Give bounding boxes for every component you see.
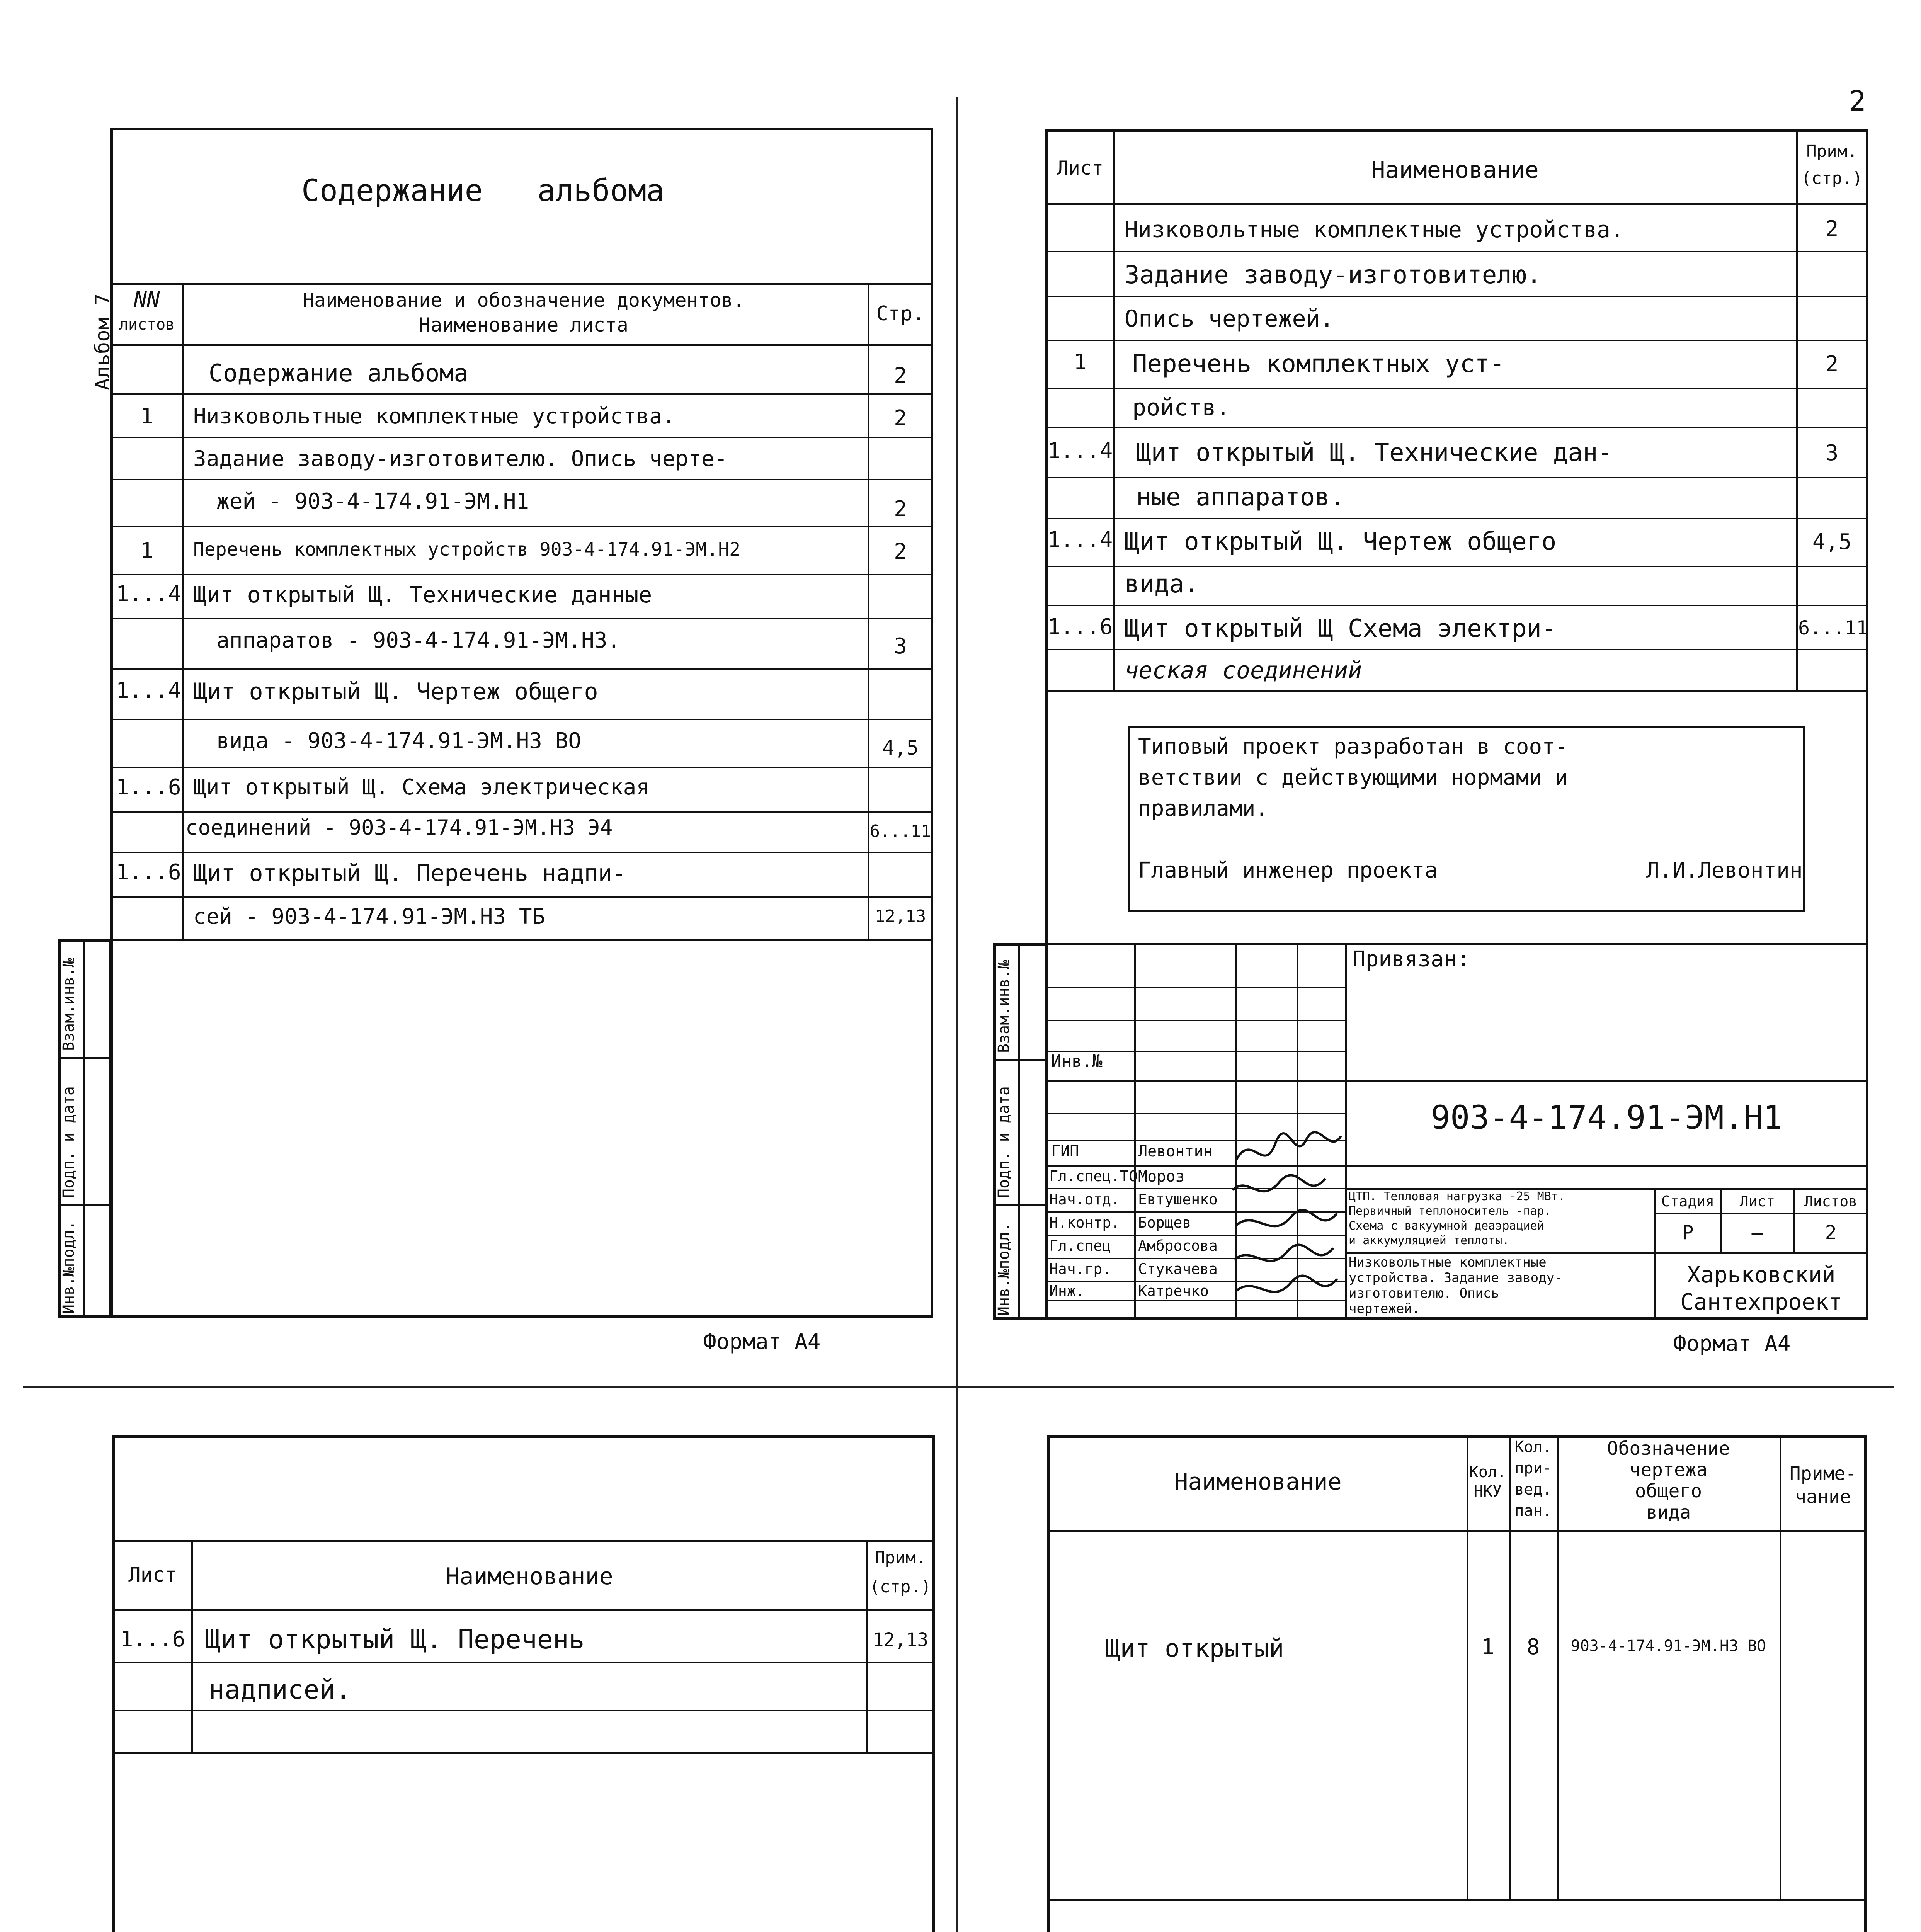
q4-col-qty-b: НКУ: [1474, 1483, 1502, 1500]
q1-row-nn: 1...4: [116, 582, 181, 607]
q2-stage-label: Стадия: [1661, 1193, 1715, 1210]
q2-row-name: вида.: [1125, 570, 1199, 599]
q2-person-role: Гл.спец: [1049, 1237, 1111, 1254]
q2-sheets: 2: [1825, 1221, 1837, 1244]
q2-sheet: —: [1751, 1221, 1763, 1244]
q2-desc2-line: чертежей.: [1349, 1301, 1420, 1316]
q2-row-list: 1...4: [1047, 527, 1113, 553]
q2-row-note: 2: [1825, 216, 1839, 242]
q4-col-note-b: чание: [1795, 1486, 1851, 1508]
q1-row-name: аппаратов - 903-4-174.91-ЭМ.Н3.: [216, 628, 621, 653]
q4-row-name: Щит открытый: [1105, 1634, 1284, 1663]
q2-desc1-line: ЦТП. Тепловая нагрузка -25 МВт.: [1349, 1190, 1565, 1203]
q2-note-line2: ветствии с действующими нормами и: [1138, 765, 1568, 790]
q2-stamp-label: Подп. и дата: [995, 1086, 1013, 1198]
q3-col-note-b: (стр.): [869, 1577, 931, 1597]
q3-col-list: Лист: [128, 1563, 177, 1587]
q3-row-note: 12,13: [872, 1629, 929, 1651]
q2-person-role: Нач.отд.: [1049, 1191, 1120, 1208]
q2-desc1-line: и аккумуляцией теплоты.: [1349, 1234, 1509, 1247]
q3-row-list: 1...6: [120, 1627, 185, 1652]
q2-engineer-name: Л.И.Левонтин: [1646, 858, 1803, 883]
q4-col-desig: Обозначение: [1607, 1438, 1730, 1459]
q2-row-name: ные аппаратов.: [1136, 483, 1345, 512]
q4-row-qty: 1: [1481, 1634, 1494, 1660]
q1-col-name: Наименование и обозначение документов.: [303, 289, 745, 311]
q1-row-page: 2: [894, 497, 907, 522]
q2-row-name: Перечень комплектных уст-: [1132, 350, 1505, 378]
q1-col-page: Стр.: [876, 302, 925, 325]
q1-row-page: 2: [894, 363, 907, 388]
q1-row-nn: 1: [140, 404, 153, 429]
q2-person-role: Нач.гр.: [1049, 1260, 1111, 1277]
q2-inv-label: Инв.№: [1051, 1051, 1103, 1071]
q1-row-name: Щит открытый Щ. Чертеж общего: [193, 678, 598, 705]
q2-desc1-line: Первичный теплоноситель -пар.: [1349, 1204, 1551, 1218]
q2-sheets-label: Листов: [1804, 1193, 1858, 1210]
q3-row-name: Щит открытый Щ. Перечень: [205, 1624, 585, 1655]
q2-row-note: 6...11: [1798, 617, 1868, 639]
q4-col-desig: чертежа: [1629, 1459, 1708, 1481]
q1-row-nn: 1...4: [116, 678, 181, 703]
q1-col-name-b: Наименование листа: [419, 314, 628, 336]
q3-col-note: Прим.: [875, 1548, 926, 1568]
q2-note-line3: правилами.: [1138, 796, 1269, 821]
q2-engineer-label: Главный инженер проекта: [1138, 858, 1438, 883]
q2-sheet-label: Лист: [1739, 1193, 1775, 1210]
q1-row-nn: 1...6: [116, 860, 181, 885]
q1-row-name: Низковольтные комплектные устройства.: [193, 404, 675, 429]
q2-person-role: Инж.: [1049, 1282, 1085, 1299]
q2-col-note: Прим.: [1806, 141, 1858, 161]
q1-row-page: 3: [894, 634, 907, 659]
q1-col-nn: NN: [134, 287, 160, 312]
q2-col-note-b: (стр.): [1801, 168, 1863, 188]
q1-row-nn: 1...6: [116, 775, 181, 800]
q4-col-desig: вида: [1646, 1502, 1691, 1523]
q2-format: Формат А4: [1673, 1331, 1791, 1356]
q1-row-page: 12,13: [875, 906, 926, 926]
q1-row-nn: 1: [140, 538, 153, 563]
q2-desc2-line: Низковольтные комплектные: [1349, 1255, 1547, 1270]
q4-col-qty: Кол.: [1469, 1463, 1507, 1481]
q4-row-panels: 8: [1526, 1634, 1540, 1660]
q2-row-list: 1: [1074, 350, 1087, 375]
q2-row-list: 1...4: [1047, 439, 1113, 464]
q2-row-name: Низковольтные комплектные устройства.: [1125, 216, 1624, 243]
q1-stamp-label: Инв.№подл.: [60, 1221, 78, 1314]
q1-row-page: 4,5: [882, 736, 919, 760]
q4-col-note: Приме-: [1789, 1463, 1857, 1485]
q1-stamp-label: Взам.инв.№: [60, 958, 78, 1051]
q2-desc1-line: Схема с вакуумной деаэрацией: [1349, 1219, 1544, 1233]
q4-col-pri: вед.: [1514, 1481, 1552, 1498]
q2-person-name: Мороз: [1138, 1168, 1185, 1185]
q1-row-page: 2: [894, 406, 907, 431]
q2-person-role: Н.контр.: [1049, 1214, 1120, 1231]
q2-row-name: Задание заводу-изготовителю.: [1125, 261, 1542, 289]
q2-doc-code: 903-4-174.91-ЭМ.Н1: [1431, 1099, 1783, 1136]
q2-person-name: Левонтин: [1138, 1143, 1213, 1160]
q2-person-name: Евтушенко: [1138, 1191, 1218, 1208]
q3-row-name: надписей.: [209, 1675, 351, 1705]
q1-row-name: Содержание альбома: [209, 359, 468, 387]
q2-person-role: Гл.спец.ТО: [1049, 1168, 1138, 1185]
q1-row-name: Щит открытый Щ. Схема электрическая: [193, 775, 650, 800]
horizontal-cut-line: [23, 1386, 1894, 1388]
q4-col-pri: пан.: [1514, 1502, 1552, 1520]
q2-bound-label: Привязан:: [1353, 947, 1470, 972]
q2-row-note: 4,5: [1812, 529, 1852, 554]
q2-row-list: 1...6: [1047, 614, 1113, 639]
q4-col-pri: при-: [1514, 1459, 1552, 1477]
q2-row-note: 3: [1825, 440, 1839, 466]
q1-row-name: Щит открытый Щ. Перечень надпи-: [193, 860, 626, 887]
q1-row-page: 6...11: [869, 821, 931, 841]
q4-col-pri: Кол.: [1514, 1438, 1552, 1456]
q2-note-line1: Типовый проект разработан в соот-: [1138, 734, 1568, 759]
q2-col-name: Наименование: [1371, 156, 1539, 184]
vertical-cut-line: [956, 97, 958, 1932]
q1-row-name: Щит открытый Щ. Технические данные: [193, 582, 652, 608]
q1-col-nn-b: листов: [119, 316, 175, 333]
q2-row-name: Щит открытый Щ. Чертеж общего: [1125, 527, 1557, 556]
q2-row-note: 2: [1825, 352, 1839, 377]
q2-org-b: Сантехпроект: [1680, 1289, 1843, 1315]
q1-row-name: вида - 903-4-174.91-ЭМ.Н3 ВО: [216, 728, 582, 753]
q2-row-name: ройств.: [1132, 394, 1230, 421]
page-number: 2: [1849, 85, 1866, 117]
q2-desc2-line: устройства. Задание заводу-: [1349, 1270, 1562, 1286]
q1-row-page: 2: [894, 539, 907, 564]
q3-col-name: Наименование: [446, 1563, 613, 1590]
q1-row-name: соединений - 903-4-174.91-ЭМ.Н3 Э4: [185, 815, 613, 840]
q2-row-name: Щит открытый Щ. Технические дан-: [1136, 439, 1613, 467]
q2-row-name: ческая соединений: [1125, 657, 1362, 684]
q2-row-name: Щит открытый Щ Схема электри-: [1125, 614, 1557, 643]
q2-desc2-line: изготовителю. Опись: [1349, 1286, 1499, 1301]
q2-org: Харьковский: [1687, 1262, 1836, 1288]
q4-col-desig: общего: [1635, 1480, 1702, 1502]
q2-person-name: Борщев: [1138, 1214, 1191, 1231]
q2-person-name: Катречко: [1138, 1282, 1209, 1299]
q2-person-name: Стукачева: [1138, 1260, 1218, 1277]
q1-row-name: жей - 903-4-174.91-ЭМ.Н1: [216, 489, 529, 514]
q1-row-name: Перечень комплектных устройств 903-4-174.91-ЭМ.Н2: [193, 539, 741, 560]
q2-person-name: Амбросова: [1138, 1237, 1218, 1254]
q1-row-name: сей - 903-4-174.91-ЭМ.Н3 ТБ: [193, 904, 545, 929]
q1-title: Содержание альбома: [301, 173, 665, 208]
q2-person-role: ГИП: [1051, 1143, 1079, 1160]
q2-signatures: [1229, 1128, 1345, 1314]
q1-stamp-label: Подп. и дата: [60, 1086, 78, 1198]
q1-row-name: Задание заводу-изготовителю. Опись черте-: [193, 446, 728, 471]
q4-col-name: Наименование: [1174, 1468, 1342, 1495]
q4-row-desig: 903-4-174.91-ЭМ.Н3 ВО: [1570, 1637, 1766, 1655]
q2-row-name: Опись чертежей.: [1125, 305, 1334, 332]
q2-stage: Р: [1682, 1221, 1694, 1244]
q1-format: Формат А4: [703, 1329, 821, 1354]
q1-side-label: Альбом 7: [91, 293, 114, 390]
q2-col-list: Лист: [1057, 157, 1104, 179]
q2-stamp-label: Инв.№подл.: [995, 1223, 1013, 1316]
q2-stamp-label: Взам.инв.№: [995, 960, 1013, 1053]
